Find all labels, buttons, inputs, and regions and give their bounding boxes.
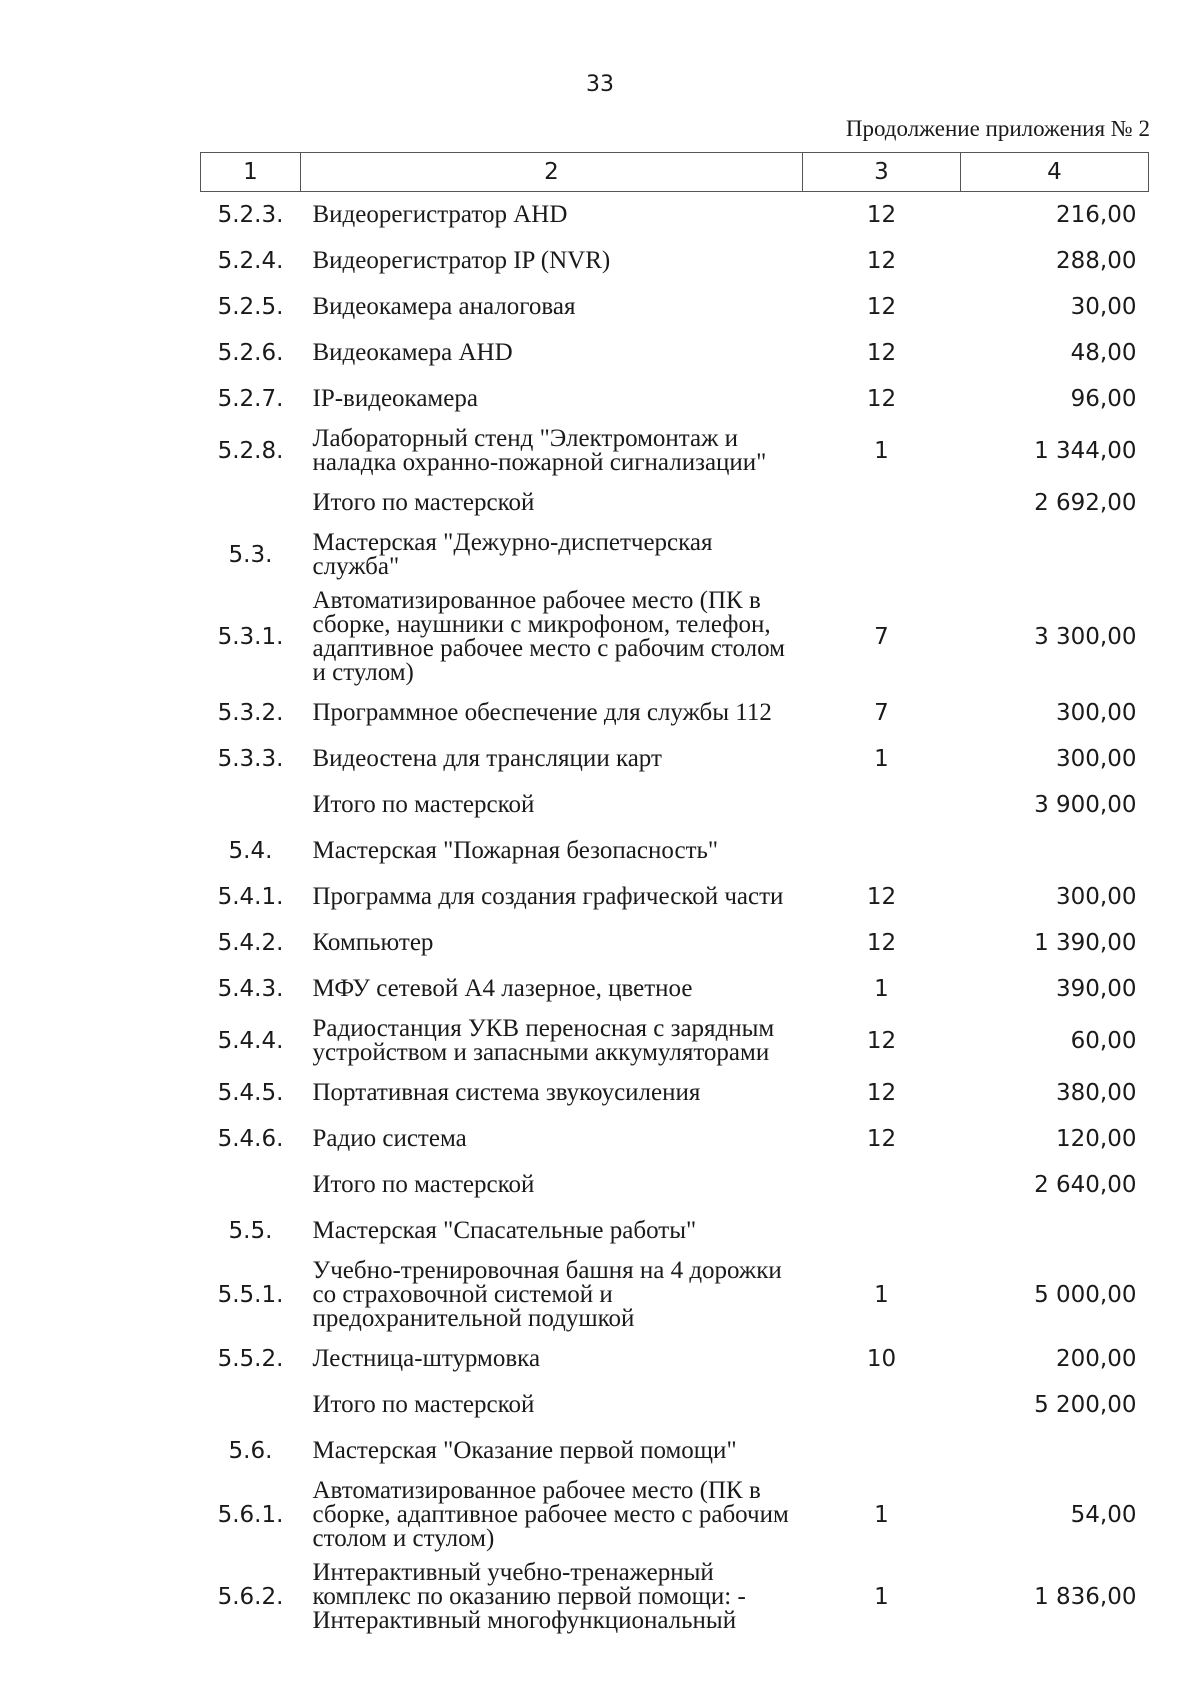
- item-amount: 3 300,00: [1034, 624, 1137, 650]
- item-name: Радиостанция УКВ переносная с зарядным устройством и запасными аккумуляторами: [312, 1015, 775, 1066]
- item-name: Портативная система звукоусиления: [312, 1079, 701, 1106]
- item-name: Итого по мастерской: [312, 1171, 535, 1198]
- item-name: Лестница-штурмовка: [312, 1345, 541, 1372]
- table-row: [201, 1336, 1149, 1382]
- item-quantity: [803, 782, 961, 828]
- item-number: 5.5.: [228, 1218, 273, 1244]
- item-quantity: [803, 1208, 961, 1254]
- item-quantity: 12: [866, 340, 897, 366]
- item-amount: 300,00: [1056, 884, 1137, 910]
- annex-continuation-title: Продолжение приложения № 2: [845, 116, 1150, 141]
- item-number: 5.2.8.: [217, 438, 284, 464]
- item-name: Итого по мастерской: [312, 791, 535, 818]
- item-number: 5.3.: [228, 542, 273, 568]
- item-number: 5.3.2.: [217, 700, 284, 726]
- item-name: Учебно-тренировочная башня на 4 дорожки со страховочной системой и предохранительной подушкой: [312, 1257, 782, 1332]
- table-row: [201, 782, 1149, 828]
- item-quantity: 12: [866, 884, 897, 910]
- equipment-table: [200, 152, 1149, 1638]
- item-number: [201, 782, 301, 828]
- item-quantity: 12: [866, 294, 897, 320]
- item-amount: 96,00: [1070, 386, 1137, 412]
- item-name: Мастерская "Дежурно-диспетчерская служба": [312, 529, 713, 580]
- column-header-1: 1: [201, 153, 301, 192]
- item-number: 5.2.3.: [217, 202, 284, 228]
- table-row: [201, 480, 1149, 526]
- column-header-4: 4: [961, 153, 1149, 192]
- item-quantity: 12: [866, 202, 897, 228]
- item-number: 5.5.1.: [217, 1282, 284, 1308]
- item-amount: 380,00: [1056, 1080, 1137, 1106]
- item-quantity: 1: [874, 1282, 889, 1308]
- item-amount: 216,00: [1056, 202, 1137, 228]
- item-amount: 3 900,00: [1034, 792, 1137, 818]
- item-number: 5.2.5.: [217, 294, 284, 320]
- item-amount: 1 344,00: [1034, 438, 1137, 464]
- item-quantity: 1: [874, 1584, 889, 1610]
- item-amount: 288,00: [1056, 248, 1137, 274]
- item-quantity: 12: [866, 1126, 897, 1152]
- table-row: [201, 1012, 1149, 1070]
- table-row: [201, 422, 1149, 480]
- item-name: Итого по мастерской: [312, 1391, 535, 1418]
- item-number: 5.2.6.: [217, 340, 284, 366]
- item-name: Видеокамера AHD: [312, 339, 513, 366]
- table-row: [201, 690, 1149, 736]
- column-header-3: 3: [803, 153, 961, 192]
- table-row: [201, 584, 1149, 690]
- item-amount: 48,00: [1070, 340, 1137, 366]
- item-name: Видеорегистратор IP (NVR): [312, 247, 611, 274]
- item-quantity: [803, 1428, 961, 1474]
- item-name: Программное обеспечение для службы 112: [312, 699, 772, 726]
- page-number: 33: [586, 72, 614, 97]
- item-name: Видеокамера аналоговая: [312, 293, 576, 320]
- item-number: 5.6.: [228, 1438, 273, 1464]
- item-amount: [961, 1208, 1149, 1254]
- item-name: Автоматизированное рабочее место (ПК в сборке, наушники с микрофоном, телефон, адаптивное рабочее место с рабочим столом и стулом): [312, 587, 785, 686]
- table-row: [201, 376, 1149, 422]
- item-quantity: [803, 1162, 961, 1208]
- table-row: [201, 526, 1149, 584]
- item-amount: 300,00: [1056, 746, 1137, 772]
- item-quantity: 1: [874, 1502, 889, 1528]
- item-amount: [961, 828, 1149, 874]
- table-row: [201, 1382, 1149, 1428]
- table-row: [201, 736, 1149, 782]
- item-number: [201, 1382, 301, 1428]
- item-quantity: 10: [866, 1346, 897, 1372]
- column-header-2: 2: [301, 153, 803, 192]
- table-row: [201, 828, 1149, 874]
- item-quantity: 1: [874, 976, 889, 1002]
- table-row: [201, 1254, 1149, 1336]
- item-name: Мастерская "Оказание первой помощи": [312, 1437, 737, 1464]
- item-amount: 2 640,00: [1034, 1172, 1137, 1198]
- item-number: 5.4.5.: [217, 1080, 284, 1106]
- table-row: [201, 1070, 1149, 1116]
- item-number: 5.3.1.: [217, 624, 284, 650]
- item-name: Компьютер: [312, 929, 434, 956]
- item-amount: 30,00: [1070, 294, 1137, 320]
- item-amount: 54,00: [1070, 1502, 1137, 1528]
- item-number: [201, 480, 301, 526]
- item-amount: 1 390,00: [1034, 930, 1137, 956]
- item-number: [201, 1162, 301, 1208]
- table-row: [201, 330, 1149, 376]
- item-quantity: 1: [874, 438, 889, 464]
- item-amount: 5 200,00: [1034, 1392, 1137, 1418]
- item-number: 5.6.1.: [217, 1502, 284, 1528]
- item-name: Интерактивный учебно-тренажерный комплекс по оказанию первой помощи: - Интерактивный многофункциональный: [312, 1559, 746, 1634]
- item-number: 5.6.2.: [217, 1584, 284, 1610]
- item-name: Автоматизированное рабочее место (ПК в сборке, адаптивное рабочее место с рабочим столом и стулом): [312, 1477, 789, 1552]
- table-row: [201, 920, 1149, 966]
- table-row: [201, 238, 1149, 284]
- table-row: [201, 1208, 1149, 1254]
- item-name: IP-видеокамера: [312, 385, 478, 412]
- item-quantity: 12: [866, 248, 897, 274]
- table-row: [201, 1162, 1149, 1208]
- item-quantity: 12: [866, 1080, 897, 1106]
- item-number: 5.4.3.: [217, 976, 284, 1002]
- item-amount: 200,00: [1056, 1346, 1137, 1372]
- table-row: [201, 1474, 1149, 1556]
- item-number: 5.4.1.: [217, 884, 284, 910]
- item-name: Радио система: [312, 1125, 467, 1152]
- item-name: Лабораторный стенд "Электромонтаж и наладка охранно-пожарной сигнализации": [312, 425, 767, 476]
- table-header: [201, 153, 1149, 192]
- item-quantity: 7: [874, 624, 889, 650]
- item-name: Итого по мастерской: [312, 489, 535, 516]
- item-number: 5.4.: [228, 838, 273, 864]
- item-number: 5.4.6.: [217, 1126, 284, 1152]
- item-quantity: 12: [866, 1028, 897, 1054]
- item-name: Мастерская "Пожарная безопасность": [312, 837, 719, 864]
- table-row: [201, 966, 1149, 1012]
- table-row: [201, 192, 1149, 239]
- item-quantity: [803, 1382, 961, 1428]
- item-quantity: 1: [874, 746, 889, 772]
- item-amount: 390,00: [1056, 976, 1137, 1002]
- item-name: Программа для создания графической части: [312, 883, 784, 910]
- item-name: Мастерская "Спасательные работы": [312, 1217, 697, 1244]
- item-amount: [961, 526, 1149, 584]
- table-row: [201, 1116, 1149, 1162]
- item-amount: 300,00: [1056, 700, 1137, 726]
- table-row: [201, 1556, 1149, 1638]
- table-body: [201, 192, 1149, 1639]
- table-row: [201, 284, 1149, 330]
- table-row: [201, 1428, 1149, 1474]
- item-amount: [961, 1428, 1149, 1474]
- item-number: 5.5.2.: [217, 1346, 284, 1372]
- item-amount: 1 836,00: [1034, 1584, 1137, 1610]
- item-quantity: 12: [866, 930, 897, 956]
- item-quantity: [803, 526, 961, 584]
- item-name: Видеорегистратор AHD: [312, 201, 568, 228]
- item-number: 5.2.4.: [217, 248, 284, 274]
- item-quantity: [803, 480, 961, 526]
- item-number: 5.4.4.: [217, 1028, 284, 1054]
- item-quantity: 7: [874, 700, 889, 726]
- table-row: [201, 874, 1149, 920]
- item-amount: 2 692,00: [1034, 490, 1137, 516]
- item-amount: 5 000,00: [1034, 1282, 1137, 1308]
- item-amount: 60,00: [1070, 1028, 1137, 1054]
- item-quantity: 12: [866, 386, 897, 412]
- item-name: МФУ сетевой А4 лазерное, цветное: [312, 975, 693, 1002]
- item-amount: 120,00: [1056, 1126, 1137, 1152]
- item-quantity: [803, 828, 961, 874]
- item-name: Видеостена для трансляции карт: [312, 745, 662, 772]
- item-number: 5.4.2.: [217, 930, 284, 956]
- item-number: 5.2.7.: [217, 386, 284, 412]
- item-number: 5.3.3.: [217, 746, 284, 772]
